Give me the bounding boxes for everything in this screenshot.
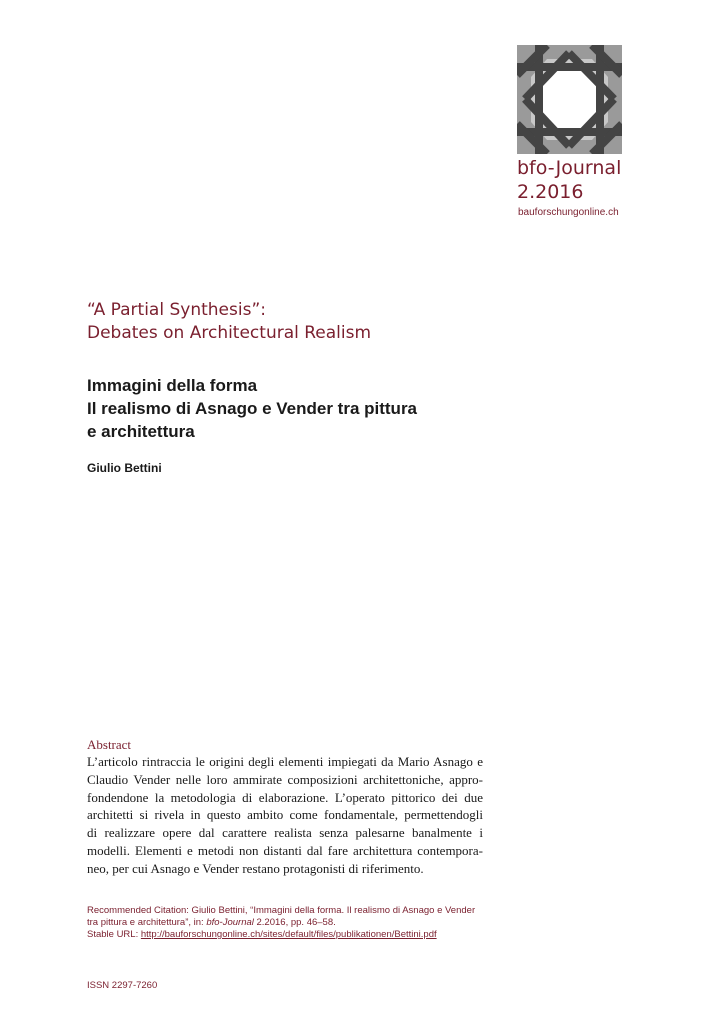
abstract-line: modelli. Elementi e metodi non distanti dal fare architettura contempora- — [87, 842, 483, 858]
bfo-octagon-logo-icon — [517, 45, 622, 154]
abstract-heading: Abstract — [87, 737, 132, 752]
stable-url-label: Stable URL: — [87, 929, 141, 940]
abstract-line: neo, per cui Asnago e Vender restano protagonisti di riferimento. — [87, 860, 424, 876]
series-title-line-2: Debates on Architectural Realism — [87, 323, 372, 343]
author-name: Giulio Bettini — [87, 461, 162, 475]
article-title-line-3: e architettura — [87, 422, 195, 441]
abstract-line: fondendone la metodologia di elaborazione. L’operato pittorico dei due — [87, 789, 483, 805]
article-title — [87, 374, 507, 443]
abstract-line: di realizzare opere dal carattere realista senza palesarne banalmente i — [87, 825, 483, 841]
issn: ISSN 2297-7260 — [87, 980, 158, 991]
citation-line-1: Recommended Citation: Giulio Bettini, “Immagini della forma. Il realismo di Asnago e Vender — [87, 905, 476, 916]
citation-line-3 — [87, 929, 487, 941]
article-title-line-2: Il realismo di Asnago e Vender tra pittura — [87, 399, 418, 418]
stable-url-link[interactable]: http://bauforschungonline.ch/sites/default/files/publikationen/Bettini.pdf — [140, 929, 437, 940]
journal-website[interactable]: bauforschungonline.ch — [518, 207, 619, 218]
abstract-body — [87, 753, 483, 878]
citation-line-2 — [87, 917, 487, 929]
journal-name: bfo-Journal — [517, 157, 622, 179]
series-title-line-1: “A Partial Synthesis”: — [87, 300, 266, 320]
citation-text: tra pittura e architettura”, in: — [87, 917, 207, 928]
journal-issue: 2.2016 — [517, 181, 584, 203]
recommended-citation — [87, 905, 487, 941]
abstract-line: architetti si rivela in questo ambito come fondamentale, permettendogli — [87, 807, 483, 823]
citation-pages: 2.2016, pp. 46–58. — [253, 917, 336, 928]
abstract-line: Claudio Vender nelle loro ammirate composizioni architettoniche, appro- — [87, 771, 483, 787]
article-title-line-1: Immagini della forma — [87, 376, 258, 395]
series-title — [87, 299, 371, 345]
abstract-line: L’articolo rintraccia le origini degli elementi impiegati da Mario Asnago e — [87, 754, 483, 769]
citation-journal: bfo-Journal — [206, 917, 254, 928]
